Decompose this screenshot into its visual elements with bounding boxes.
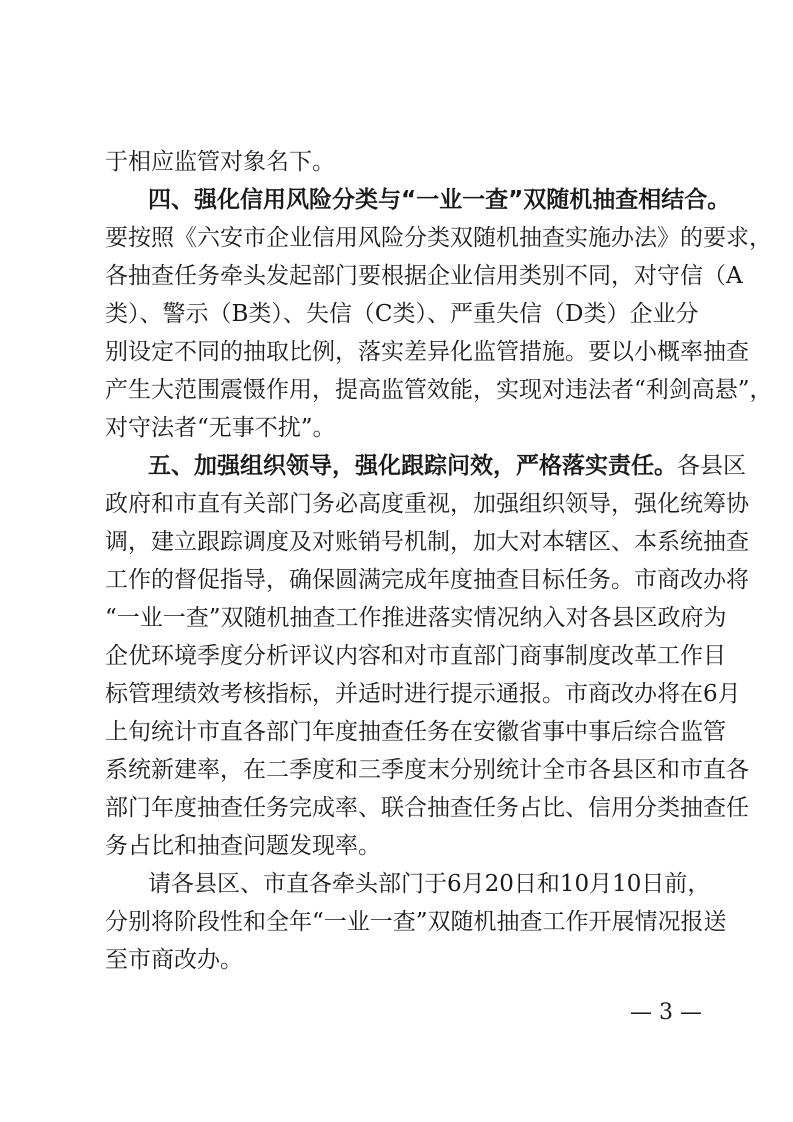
section-5-line: 工作的督促指导，确保圆满完成年度抽查目标任务。市商改办将 xyxy=(105,567,749,593)
section-4-line: 各抽查任务牵头发起部门要根据企业信用类别不同，对守信（A xyxy=(105,263,743,289)
section-4-line: 类）、警示（B类）、失信（C类）、严重失信（D类）企业分 xyxy=(105,301,699,327)
section-5-line: 上旬统计市直各部门年度抽查任务在安徽省事中事后综合监管 xyxy=(105,719,726,745)
section-4-heading xyxy=(148,183,731,217)
section-5-line: “一业一查”双随机抽查工作推进落实情况纳入对各县区政府为 xyxy=(105,605,727,631)
section-5-heading-tail: 各县区 xyxy=(677,453,746,479)
page-number: — 3 — xyxy=(630,1000,702,1025)
section-5-line: 务占比和抽查问题发现率。 xyxy=(105,833,381,859)
section-5-line: 政府和市直有关部门务必高度重视，加强组织领导，强化统筹协 xyxy=(105,491,749,517)
section-5-heading xyxy=(148,449,746,483)
closing-line: 分别将阶段性和全年“一业一查”双随机抽查工作开展情况报送 xyxy=(105,909,727,935)
section-4-line: 别设定不同的抽取比例，落实差异化监管措施。要以小概率抽查 xyxy=(105,339,749,365)
closing-line: 至市商改办。 xyxy=(105,947,243,973)
section-5-heading-text: 五、加强组织领导，强化跟踪问效，严格落实责任。 xyxy=(148,453,677,479)
section-4-line: 要按照《六安市企业信用风险分类双随机抽查实施办法》的要求， xyxy=(105,225,772,251)
section-5-line: 调，建立跟踪调度及对账销号机制，加大对本辖区、本系统抽查 xyxy=(105,529,749,555)
section-5-line: 部门年度抽查任务完成率、联合抽查任务占比、信用分类抽查任 xyxy=(105,795,749,821)
continuation-line: 于相应监管对象名下。 xyxy=(105,149,335,175)
section-5-line: 企优环境季度分析评议内容和对市直部门商事制度改革工作目 xyxy=(105,643,726,669)
section-4-heading-text: 四、强化信用风险分类与“一业一查”双随机抽查相结合。 xyxy=(148,187,731,213)
closing-first-line: 请各县区、市直各牵头部门于6月20日和10月10日前， xyxy=(148,871,711,897)
section-5-line: 标管理绩效考核指标，并适时进行提示通报。市商改办将在6月 xyxy=(105,681,741,707)
section-4-line: 产生大范围震慑作用，提高监管效能，实现对违法者“利剑高悬”， xyxy=(105,377,773,403)
section-4-line: 对守法者“无事不扰”。 xyxy=(105,415,336,441)
section-5-line: 系统新建率，在二季度和三季度末分别统计全市各县区和市直各 xyxy=(105,757,749,783)
